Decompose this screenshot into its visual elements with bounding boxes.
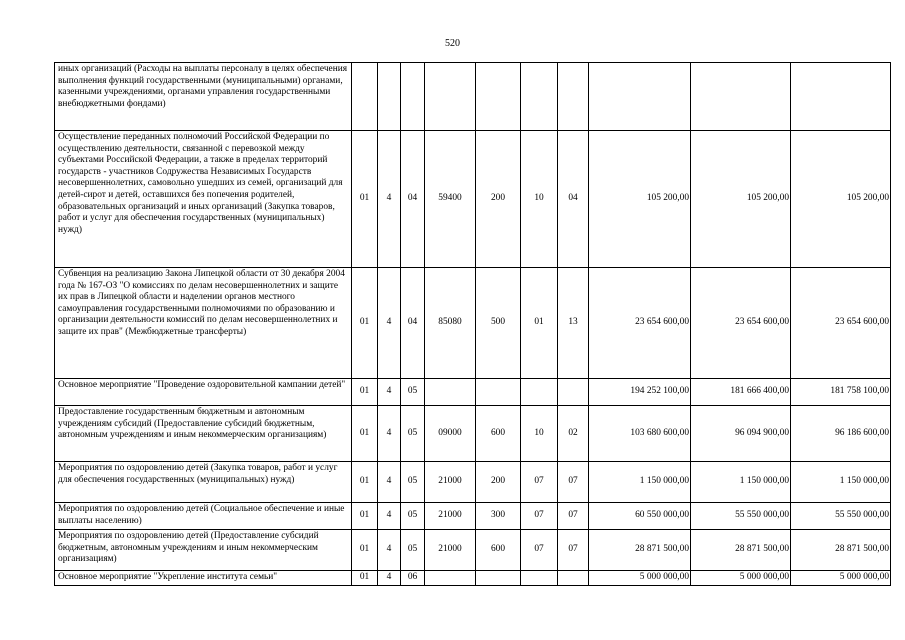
row-code-cell: 07 [558,530,589,571]
budget-table [54,62,891,586]
row-code-cell: 01 [521,268,558,379]
row-code-cell: 07 [521,503,558,530]
row-code-cell: 59400 [425,131,476,268]
row-code-cell: 01 [352,268,378,379]
row-code-cell [558,571,589,586]
row-code-cell: 4 [378,530,401,571]
row-code-cell: 13 [558,268,589,379]
row-amount-cell: 181 758 100,00 [791,379,891,406]
row-amount-cell: 5 000 000,00 [791,571,891,586]
row-code-cell: 4 [378,503,401,530]
row-amount-cell: 28 871 500,00 [791,530,891,571]
table-row [55,131,891,268]
row-code-cell: 01 [352,131,378,268]
row-code-cell [476,379,521,406]
row-code-cell: 01 [352,571,378,586]
row-code-cell: 05 [401,503,425,530]
row-amount-cell: 1 150 000,00 [691,462,791,503]
row-code-cell: 04 [401,131,425,268]
row-amount-cell: 1 150 000,00 [791,462,891,503]
row-code-cell: 04 [401,268,425,379]
table-row [55,63,891,131]
row-code-cell: 05 [401,379,425,406]
row-code-cell: 600 [476,530,521,571]
row-amount-cell: 55 550 000,00 [791,503,891,530]
row-code-cell: 4 [378,268,401,379]
row-code-cell: 4 [378,379,401,406]
row-amount-cell: 181 666 400,00 [691,379,791,406]
row-description: иных организаций (Расходы на выплаты персоналу в целях обеспечения выполнения функций государственными (муниципальными) органами, казенными учреждениями, органами управления государственными внебюджетными фондами) [55,63,352,131]
row-amount-cell [691,63,791,131]
row-code-cell [425,63,476,131]
row-code-cell: 04 [558,131,589,268]
row-code-cell: 4 [378,406,401,462]
row-amount-cell: 28 871 500,00 [691,530,791,571]
row-code-cell [521,571,558,586]
row-amount-cell: 105 200,00 [791,131,891,268]
row-code-cell [352,63,378,131]
row-amount-cell: 96 094 900,00 [691,406,791,462]
row-code-cell: 01 [352,406,378,462]
row-code-cell: 09000 [425,406,476,462]
row-code-cell: 600 [476,406,521,462]
row-code-cell: 10 [521,131,558,268]
row-code-cell: 4 [378,131,401,268]
row-code-cell: 01 [352,530,378,571]
table-row [55,379,891,406]
row-amount-cell: 23 654 600,00 [691,268,791,379]
row-code-cell: 07 [558,462,589,503]
row-code-cell [401,63,425,131]
row-code-cell: 21000 [425,462,476,503]
row-amount-cell: 96 186 600,00 [791,406,891,462]
row-code-cell [425,379,476,406]
row-amount-cell: 105 200,00 [589,131,691,268]
row-code-cell: 500 [476,268,521,379]
row-code-cell: 05 [401,406,425,462]
row-code-cell: 85080 [425,268,476,379]
row-code-cell [521,379,558,406]
row-amount-cell: 103 680 600,00 [589,406,691,462]
row-amount-cell [589,63,691,131]
row-code-cell [558,379,589,406]
row-amount-cell: 105 200,00 [691,131,791,268]
table-row [55,503,891,530]
row-description: Предоставление государственным бюджетным и автономным учреждениям субсидий (Предоставление субсидий бюджетным, автономным учреждениям и иным некоммерческим организациям) [55,406,352,462]
row-code-cell: 200 [476,131,521,268]
row-code-cell: 4 [378,462,401,503]
table-row [55,530,891,571]
row-code-cell: 02 [558,406,589,462]
row-code-cell [425,571,476,586]
row-code-cell: 01 [352,503,378,530]
row-code-cell: 21000 [425,503,476,530]
row-amount-cell: 1 150 000,00 [589,462,691,503]
row-amount-cell: 5 000 000,00 [691,571,791,586]
row-code-cell: 07 [558,503,589,530]
row-code-cell: 07 [521,462,558,503]
row-code-cell: 07 [521,530,558,571]
row-amount-cell: 55 550 000,00 [691,503,791,530]
row-description: Мероприятия по оздоровлению детей (Закупка товаров, работ и услуг для обеспечения государственных (муниципальных) нужд) [55,462,352,503]
row-description: Мероприятия по оздоровлению детей (Социальное обеспечение и иные выплаты населению) [55,503,352,530]
row-code-cell [476,571,521,586]
row-code-cell: 10 [521,406,558,462]
row-code-cell: 21000 [425,530,476,571]
row-code-cell: 06 [401,571,425,586]
row-amount-cell: 5 000 000,00 [589,571,691,586]
table-row [55,406,891,462]
row-code-cell [521,63,558,131]
row-code-cell [558,63,589,131]
row-code-cell: 05 [401,530,425,571]
table-row [55,268,891,379]
row-code-cell: 4 [378,571,401,586]
row-description: Основное мероприятие "Укрепление института семьи" [55,571,352,586]
page-number: 520 [445,38,460,49]
row-amount-cell: 194 252 100,00 [589,379,691,406]
row-code-cell: 01 [352,379,378,406]
table-row [55,462,891,503]
row-code-cell [378,63,401,131]
row-code-cell: 05 [401,462,425,503]
row-description: Осуществление переданных полномочий Российской Федерации по осуществлению деятельности, связанной с перевозкой между субъектами Российской Федерации, а также в пределах территорий государств - участников Содружества Независимых Государств несовершеннолетних, самовольно ушедших из семей, организаций для детей-сирот и детей, оставшихся без попечения родителей, образовательных организаций и иных организаций (Закупка товаров, работ и услуг для обеспечения государственных (муниципальных) нужд) [55,131,352,268]
row-code-cell: 200 [476,462,521,503]
row-amount-cell: 28 871 500,00 [589,530,691,571]
row-amount-cell: 23 654 600,00 [589,268,691,379]
row-amount-cell: 60 550 000,00 [589,503,691,530]
row-description: Субвенция на реализацию Закона Липецкой области от 30 декабря 2004 года № 167-ОЗ "О комиссиях по делам несовершеннолетних и защите их прав в Липецкой области и наделении органов местного самоуправления государственными полномочиями по образованию и организации деятельности комиссий по делам несовершеннолетних и защите их прав" (Межбюджетные трансферты) [55,268,352,379]
row-code-cell: 300 [476,503,521,530]
row-description: Основное мероприятие "Проведение оздоровительной кампании детей" [55,379,352,406]
table-row [55,571,891,586]
row-amount-cell: 23 654 600,00 [791,268,891,379]
row-code-cell [476,63,521,131]
row-description: Мероприятия по оздоровлению детей (Предоставление субсидий бюджетным, автономным учреждениям и иным некоммерческим организациям) [55,530,352,571]
row-code-cell: 01 [352,462,378,503]
row-amount-cell [791,63,891,131]
